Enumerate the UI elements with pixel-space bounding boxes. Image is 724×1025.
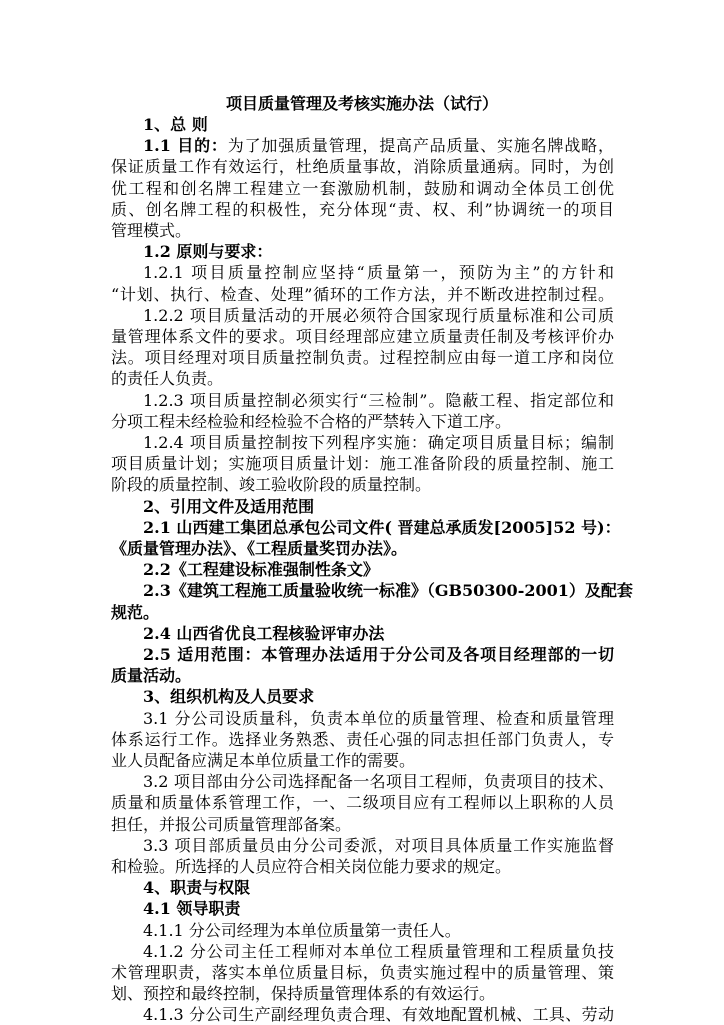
section-heading-line: 2.5 适用范围：本管理办法适用于分公司及各项目经理部的一切 xyxy=(143,645,614,664)
section-heading-line: 2、引用文件及适用范围 xyxy=(143,496,315,516)
paragraph-line: 法。项目经理对项目质量控制负责。过程控制应由每一道工序和岗位 xyxy=(111,348,614,368)
document-title: 项目质量管理及考核实施办法（试行） xyxy=(225,94,498,113)
section-heading-line: 《质量管理办法》、《工程质量奖罚办法》。 xyxy=(111,539,408,558)
paragraph-line: 项目质量计划；实施项目质量计划：施工准备阶段的质量控制、施工 xyxy=(111,454,614,474)
section-heading-line: 2.1 山西建工集团总承包公司文件( 晋建总承质发[2005]52 号)： xyxy=(143,517,621,537)
paragraph-line: 阶段的质量控制、竣工验收阶段的质量控制。 xyxy=(111,475,432,495)
paragraph-line: 4.1.2 分公司主任工程师对本单位工程质量管理和工程质量负技 xyxy=(143,941,614,961)
section-heading-line: 1.2 原则与要求： xyxy=(143,242,273,262)
section-heading-line: 2.3《建筑工程施工质量验收统一标准》（GB50300-2001）及配套 xyxy=(143,581,633,601)
section-heading-line: 规范。 xyxy=(111,602,160,622)
paragraph-line: 分项工程未经检验和经检验不合格的严禁转入下道工序。 xyxy=(111,411,512,431)
paragraph-line: 1.2.3 项目质量控制必须实行“三检制”。隐蔽工程、指定部位和 xyxy=(143,390,614,410)
section-heading-line: 2.4 山西省优良工程核验评审办法 xyxy=(143,623,385,643)
paragraph-line: 3.2 项目部由分公司选择配备一名项目工程师，负责项目的技术、 xyxy=(143,772,614,792)
paragraph-line: 质、创名牌工程的积极性，充分体现“责、权、利”协调统一的项目 xyxy=(111,199,614,219)
paragraph-line: 担任，并报公司质量管理部备案。 xyxy=(111,814,352,834)
section-heading-line: 质量活动。 xyxy=(111,666,192,686)
section-heading-line: 3、组织机构及人员要求 xyxy=(143,687,315,707)
paragraph-line: 4.1.1 分公司经理为本单位质量第一责任人。 xyxy=(143,920,461,940)
section-heading-line: 4.1 领导职责 xyxy=(143,899,241,919)
paragraph-line: 3.1 分公司设质量科，负责本单位的质量管理、检查和质量管理 xyxy=(143,708,614,728)
paragraph-line: 1.2.1 项目质量控制应坚持“质量第一，预防为主”的方针和 xyxy=(143,263,614,283)
paragraph-line: 1.2.4 项目质量控制按下列程序实施：确定项目质量目标；编制 xyxy=(143,433,614,452)
paragraph-line: 保证质量工作有效运行，杜绝质量事故，消除质量通病。同时，为创 xyxy=(111,157,614,177)
paragraph-line: 4.1.3 分公司生产副经理负责合理、有效地配置机械、工具、劳动 xyxy=(143,1005,614,1025)
paragraph-line: 划、预控和最终控制，保持质量管理体系的有效运行。 xyxy=(111,984,496,1004)
section-heading-line: 2.2《工程建设标准强制性条文》 xyxy=(143,560,379,580)
paragraph-line: 术管理职责，落实本单位质量目标，负责实施过程中的质量管理、策 xyxy=(111,963,614,982)
paragraph-line: 量管理体系文件的要求。项目经理部应建立质量责任制及考核评价办 xyxy=(111,327,614,346)
paragraph-line: 业人员配备应满足本单位质量工作的需要。 xyxy=(111,751,416,770)
paragraph-line: 质量和质量体系管理工作，一、二级项目应有工程师以上职称的人员 xyxy=(111,793,614,813)
paragraph-line: 体系运行工作。选择业务熟悉、责任心强的同志担任部门负责人，专 xyxy=(111,729,614,749)
paragraph-line: 优工程和创名牌工程建立一套激励机制，鼓励和调动全体员工创优 xyxy=(111,178,614,198)
section-heading-line: 4、职责与权限 xyxy=(143,878,251,898)
paragraph-line: 1.2.2 项目质量活动的开展必须符合国家现行质量标准和公司质 xyxy=(143,305,614,325)
paragraph-line: “计划、执行、检查、处理”循环的工作方法，并不断改进控制过程。 xyxy=(111,284,614,304)
section-heading-line: 1、总 则 xyxy=(143,115,208,134)
paragraph-line: 管理模式。 xyxy=(111,221,192,240)
clause-label: 1.1 目的： xyxy=(143,136,228,156)
paragraph-line: 1.1 目的：为了加强质量管理，提高产品质量、实施名牌战略， xyxy=(143,136,614,156)
paragraph-line: 和检验。所选择的人员应符合相关岗位能力要求的规定。 xyxy=(111,857,512,876)
paragraph-line: 3.3 项目部质量员由分公司委派，对项目具体质量工作实施监督 xyxy=(143,835,614,855)
paragraph-line: 的责任人负责。 xyxy=(111,369,224,389)
